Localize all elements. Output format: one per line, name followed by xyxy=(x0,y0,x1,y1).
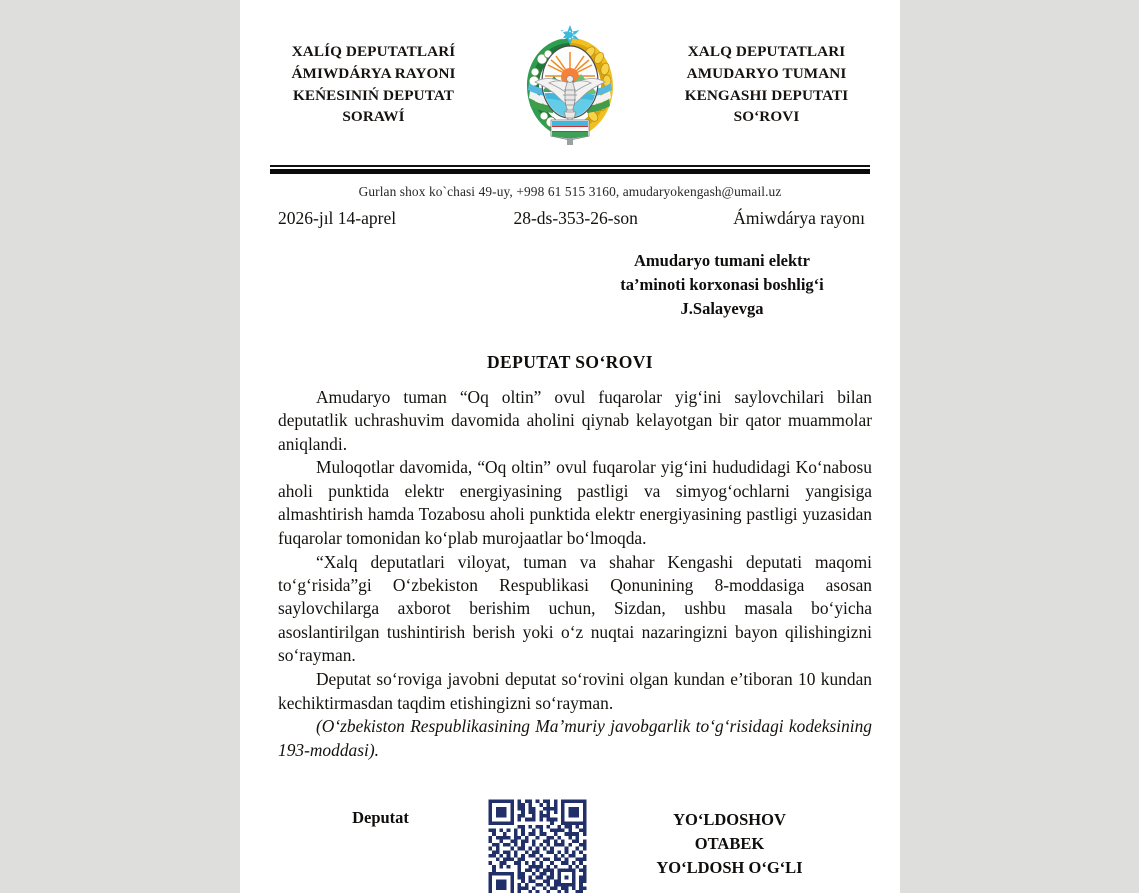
letterhead-uz-line-1: XALQ DEPUTATLARI xyxy=(687,43,846,61)
body-paragraph-4: Deputat so‘roviga javobni deputat so‘rovini olgan kundan e’tiboran 10 kundan kechiktirmasdan taqdim etishingizni so‘rayman. xyxy=(278,669,872,713)
signature-block xyxy=(278,796,872,893)
signatory-name-line-1: YO‘LDOSHOV xyxy=(673,810,786,830)
signatory-name xyxy=(591,796,872,880)
letterhead-uz-line-3: KENGASHI DEPUTATI xyxy=(684,86,849,104)
signatory-name-line-2: OTABEK xyxy=(694,834,765,854)
signature-role-label: Deputat xyxy=(352,808,409,828)
body-paragraph-5-legal-note: (O‘zbekiston Respublikasining Ma’muriy javobgarlik to‘g‘risidagi kodeksining 193-moddasi). xyxy=(278,716,872,760)
body-paragraph-1: Amudaryo tuman “Oq oltin” ovul fuqarolar yig‘ini saylovchilari bilan deputatlik uchrashuvim davomida aholini qiynab kelayotgan bir qator muammolar aniqlandi. xyxy=(278,386,872,454)
document-date: 2026-jıl 14-aprel xyxy=(278,207,397,228)
document-district: Ámiwdárya rayonı xyxy=(733,207,865,228)
letterhead-title-uzbek xyxy=(659,41,874,127)
signatory-name-line-3: YO‘LDOSH O‘G‘LI xyxy=(656,858,803,878)
addressee-block xyxy=(572,249,872,322)
addressee-line-1: Amudaryo tumani elektr xyxy=(634,250,810,270)
addressee-line-2: ta’minoti korxonasi boshlig‘i xyxy=(620,274,824,294)
divider-thick-line xyxy=(270,169,870,174)
document-reference: 28-ds-353-26-son xyxy=(513,207,638,228)
qr-code-icon[interactable] xyxy=(483,796,591,893)
body-paragraph-3: “Xalq deputatlari viloyat, tuman va shahar Kengashi deputati maqomi to‘g‘risida”gi O‘zbekiston Respublikasi Qonunining 8-moddasiga asosan saylovchilarga axborot berishim uchun, Sizdan, ushbu masala bo‘yicha asoslantirilgan tushintirish berish yoki o‘z nuqtai nazaringizni bayon qilishingizni so‘rayman. xyxy=(278,551,872,666)
addressee-line-3: J.Salayevga xyxy=(680,299,764,319)
letterhead-kk-line-3: KEŃESINIŃ DEPUTAT xyxy=(292,86,455,104)
letterhead-kk-line-4: SORAWÍ xyxy=(342,108,405,126)
document-page xyxy=(240,0,900,893)
document-title: DEPUTAT SO‘ROVI xyxy=(487,351,653,372)
letterhead xyxy=(240,0,900,147)
letterhead-kk-line-2: ÁMIWDÁRYA RAYONI xyxy=(291,64,456,82)
contact-line: Gurlan shox ko`chasi 49-uy, +998 61 515 3160, amudaryokengash@umail.uz xyxy=(358,183,782,199)
letterhead-uz-line-2: AMUDARYO TUMANI xyxy=(686,64,847,82)
document-body xyxy=(278,386,872,763)
letterhead-uz-line-4: SO‘ROVI xyxy=(733,108,800,126)
letterhead-divider xyxy=(270,165,870,174)
document-meta-row xyxy=(278,208,865,229)
body-paragraph-2: Muloqotlar davomida, “Oq oltin” ovul fuqarolar yig‘ini hududidagi Ko‘nabosu aholi punktida elektr energiyasining pastligi va simyog‘ochlarni yangisiga almashtirish hamda Tozabosu aholi punktida elektr energiyasining pastligi yuzasidan fuqarolar tomonidan ko‘plab murojaatlar bo‘lmoqda. xyxy=(278,457,872,548)
uzbekistan-coat-of-arms-icon xyxy=(508,22,633,147)
letterhead-title-karakalpak xyxy=(266,41,481,127)
letterhead-kk-line-1: XALÍQ DEPUTATLARÍ xyxy=(291,43,456,61)
